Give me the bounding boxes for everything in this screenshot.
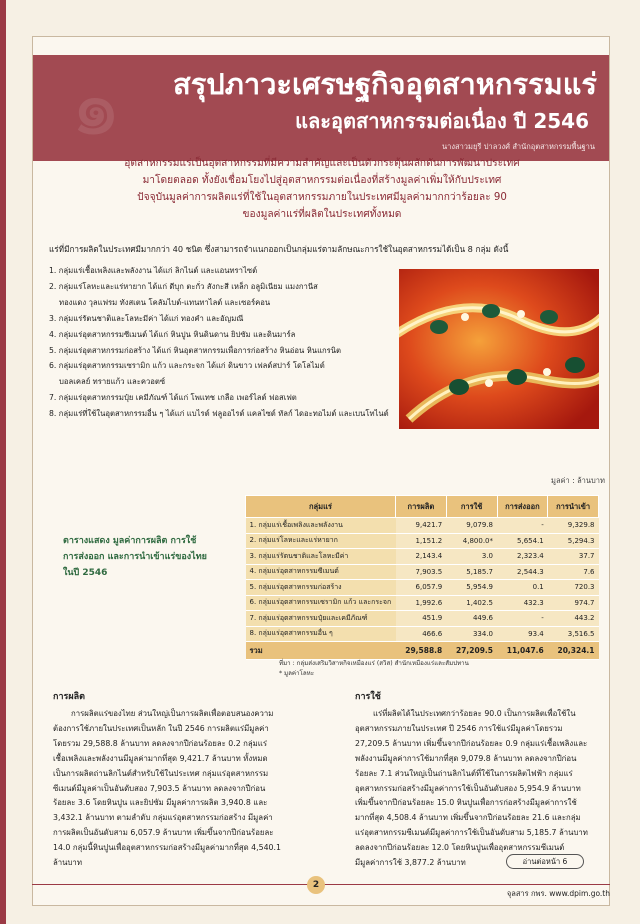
text-line: ซีเมนต์มีมูลค่าเป็นอันดับสอง 7,903.5 ล้านบาท ลดลงจากปีก่อน [53,783,266,793]
source-note: ที่มา : กลุ่มส่งเสริมวิสาหกิจเหมืองแร่ (สวิส) สำนักเหมืองแร่และสัมปทาน [279,660,469,667]
column-header: กลุ่มแร่ [246,496,396,518]
export-value: 2,323.4 [497,549,548,565]
group-name: 1. กลุ่มแร่เชื้อเพลิงและพลังงาน [246,518,396,534]
text-line: 14.0 กลุ่มนี้หินปูนเพื่ออุตสาหกรรมก่อสร้างมีมูลค่ามากที่สุด 4,540.1 [53,843,281,853]
consumption-value: 334.0 [446,626,497,642]
column-header: การผลิต [396,496,447,518]
table-row [246,626,599,642]
column-header: การใช้ [446,496,497,518]
group-name: 6. กลุ่มแร่อุตสาหกรรมเซรามิก แก้ว และกระจก [246,595,396,611]
list-item: 8. กลุ่มแร่ที่ใช้ในอุตสาหกรรมอื่น ๆ ได้แก่ แบไรต์ ฟลูออไรต์ แคลไซต์ ทัลก์ ไดอะทอไมต์ และเบนโทไนต์ [49,409,389,419]
text-line: เป็นการผลิตถ่านลิกไนต์สำหรับใช้ในประเทศ กลุ่มแร่อุตสาหกรรม [53,768,269,778]
consumption-value: 5,185.7 [446,564,497,580]
total-consumption: 27,209.5 [446,642,497,660]
text-line: ร้อยละ 7.1 ส่วนใหญ่เป็นถ่านลิกไนต์ที่ใช้ในการผลิตไฟฟ้า กลุ่มแร่ [355,768,573,778]
group-name: 7. กลุ่มแร่อุตสาหกรรมปุ๋ยและเคมีภัณฑ์ [246,611,396,627]
lead-sentence: แร่ที่มีการผลิตในประเทศมีมากกว่า 40 ชนิด ซึ่งสามารถจำแนกออกเป็นกลุ่มแร่ตามลักษณะการใช้ในอุตสาหกรรมได้เป็น 8 กลุ่ม ดังนี้ [49,244,509,254]
intro-line: อุตสาหกรรมแร่เป็นอุตสาหกรรมที่มีความสำคัญและเป็นตัวกระตุ้นผลักดันการพัฒนาประเทศ [124,158,520,169]
import-value: 9,329.8 [548,518,599,534]
list-item: 2. กลุ่มแร่โลหะและแร่หายาก ได้แก่ ดีบุก ตะกั่ว สังกะสี เหล็ก อลูมิเนียม แมงกานีส [49,281,318,291]
banner-watermark: ๑ [70,60,122,153]
author-line: นางสาวมยุรี ปาลวงศ์ สำนักอุตสาหกรรมพื้นฐาน [442,142,595,151]
text-line: อุตสาหกรรมก่อสร้างมีมูลค่าการใช้เป็นอันดับสอง 5,954.9 ล้านบาท [355,783,581,793]
page-title: สรุปภาวะเศรษฐกิจอุตสาหกรรมแร่ [173,67,597,101]
consumption-value: 5,954.9 [446,580,497,596]
table-row [246,595,599,611]
total-import: 20,324.1 [548,642,599,660]
table-row [246,518,599,534]
total-production: 29,588.8 [396,642,447,660]
text-line: มีมูลค่าการใช้ 3,877.2 ล้านบาท [355,858,466,868]
text-line: 27,209.5 ล้านบาท เพิ่มขึ้นจากปีก่อนร้อยละ 0.9 กลุ่มแร่เชื้อเพลิงและ [355,738,588,748]
production-value: 9,421.7 [396,518,447,534]
list-item: 4. กลุ่มแร่อุตสาหกรรมซีเมนต์ ได้แก่ หินปูน หินดินดาน ยิปซัม และดินมาร์ล [49,329,296,339]
production-value: 466.6 [396,626,447,642]
jewelry-illustration [399,269,599,429]
production-value: 1,992.6 [396,595,447,611]
caption-line: การส่งออก และการนำเข้าแร่ของไทย [63,552,207,562]
export-value: - [497,611,548,627]
intro-line: มาโดยตลอด ทั้งยังเชื่อมโยงไปสู่อุตสาหกรรมต่อเนื่องที่สร้างมูลค่าเพิ่มให้กับประเทศ [142,175,502,186]
text-line: แร่อุตสาหกรรมซีเมนต์มีมูลค่าการใช้เป็นอันดับสาม 5,185.7 ล้านบาท [355,828,588,838]
export-value: 432.3 [497,595,548,611]
import-value: 5,294.3 [548,533,599,549]
table-notes [279,659,469,679]
list-item: 7. กลุ่มแร่อุตสาหกรรมปุ๋ย เคมีภัณฑ์ ได้แก่ โพแทช เกลือ เพอร์ไลต์ ฟอสเฟต [49,393,297,403]
title-banner [33,55,609,161]
total-export: 11,047.6 [497,642,548,660]
export-value: 93.4 [497,626,548,642]
page-subtitle: และอุตสาหกรรมต่อเนื่อง ปี 2546 [295,109,589,133]
import-value: 37.7 [548,549,599,565]
gemstone-jewelry-photo [399,269,599,429]
table-row [246,611,599,627]
footer-url[interactable]: จุลสาร กพร. www.dpim.go.th [506,889,610,898]
consumption-value: 1,402.5 [446,595,497,611]
list-item: ทองแดง วุลแฟรม ทังสเตน โคลัมไบต์-แทนทาไลต์ และเซอร์คอน [59,297,271,307]
consumption-section-title: การใช้ [355,692,381,702]
consumption-text [355,707,629,871]
production-value: 451.9 [396,611,447,627]
export-value: 0.1 [497,580,548,596]
caption-line: ในปี 2546 [63,568,108,578]
page-frame [32,36,610,906]
group-name: 2. กลุ่มแร่โลหะและแร่หายาก [246,533,396,549]
text-line: การผลิตเป็นอันดับสาม 6,057.9 ล้านบาท เพิ่มขึ้นจากปีก่อนร้อยละ [53,828,274,838]
text-line: พลังงานมีมูลค่าการใช้มากที่สุด 9,079.8 ล้านบาท ลดลงจากปีก่อน [355,753,577,763]
list-item: 6. กลุ่มแร่อุตสาหกรรมเซรามิก แก้ว และกระจก ได้แก่ ดินขาว เฟลด์สปาร์ โดโลไมต์ [49,361,325,371]
text-line: ร้อยละ 3.6 โดยหินปูน และยิปซัม มีมูลค่าการผลิต 3,940.8 และ [53,798,268,808]
column-header: การนำเข้า [548,496,599,518]
production-value: 7,903.5 [396,564,447,580]
text-line: อุตสาหกรรมภายในประเทศ ปี 2546 การใช้แร่มีมูลค่าโดยรวม [355,723,563,733]
table-row [246,580,599,596]
consumption-value: 449.6 [446,611,497,627]
column-header: การส่งออก [497,496,548,518]
left-accent-bar [0,0,6,924]
footnote: * มูลค่าโลหะ [279,670,315,677]
mineral-value-table [245,495,599,660]
text-line: การผลิตแร่ของไทย ส่วนใหญ่เป็นการผลิตเพื่อตอบสนองความ [71,709,274,718]
export-value: 5,654.1 [497,533,548,549]
unit-label: มูลค่า : ล้านบาท [551,476,605,485]
consumption-value: 3.0 [446,549,497,565]
total-label: รวม [246,642,396,660]
text-line: มากที่สุด 4,508.4 ล้านบาท เพิ่มขึ้นจากปีก่อนร้อยละ 21.6 และกลุ่ม [355,813,581,823]
table-caption [63,533,259,581]
list-item: บอลเคลย์ ทรายแก้ว และควอตซ์ [59,377,166,387]
production-value: 2,143.4 [396,549,447,565]
page-number: 2 [307,876,325,894]
import-value: 443.2 [548,611,599,627]
import-value: 3,516.5 [548,626,599,642]
mineral-group-list [49,263,459,422]
table-header-row [246,496,599,518]
group-name: 3. กลุ่มแร่รัตนชาติและโลหะมีค่า [246,549,396,565]
group-name: 8. กลุ่มแร่อุตสาหกรรมอื่น ๆ [246,626,396,642]
text-line: เพิ่มขึ้นจากปีก่อนร้อยละ 15.0 หินปูนเพื่อการก่อสร้างมีมูลค่าการใช้ [355,798,577,808]
text-line: แร่ที่ผลิตได้ในประเทศกว่าร้อยละ 90.0 เป็นการผลิตเพื่อใช้ใน [373,709,576,718]
intro-line: ของมูลค่าแร่ที่ผลิตในประเทศทั้งหมด [242,209,402,220]
table-row [246,533,599,549]
page-footer [0,876,640,906]
intro-line: ปัจจุบันมูลค่าการผลิตแร่ที่ใช้ในอุตสาหกรรมภายในประเทศมีมูลค่ามากกว่าร้อยละ 90 [137,192,507,203]
production-section-title: การผลิต [53,692,85,702]
text-line: ลดลงจากปีก่อนร้อยละ 12.0 โดยหินปูนเพื่ออุตสาหกรรมซีเมนต์ [355,843,565,853]
production-text [53,707,323,871]
consumption-value: 4,800.0* [446,533,497,549]
text-line: 3,432.1 ล้านบาท ตามลำดับ กลุ่มแร่อุตสาหกรรมก่อสร้าง มีมูลค่า [53,813,273,823]
production-value: 1,151.2 [396,533,447,549]
production-value: 6,057.9 [396,580,447,596]
table-row [246,549,599,565]
list-item: 1. กลุ่มแร่เชื้อเพลิงและพลังงาน ได้แก่ ลิกไนต์ และแอนทราไซต์ [49,266,258,275]
text-line: โดยรวม 29,588.8 ล้านบาท ลดลงจากปีก่อนร้อยละ 0.2 กลุ่มแร่ [53,738,268,748]
list-item: 3. กลุ่มแร่รัตนชาติและโลหะมีค่า ได้แก่ ทองคำ และอัญมณี [49,313,244,323]
import-value: 974.7 [548,595,599,611]
table-row [246,564,599,580]
caption-line: ตารางแสดง มูลค่าการผลิต การใช้ [63,536,197,546]
group-name: 5. กลุ่มแร่อุตสาหกรรมก่อสร้าง [246,580,396,596]
intro-paragraph [55,155,589,223]
export-value: 2,544.3 [497,564,548,580]
text-line: ต้องการใช้ภายในประเทศเป็นหลัก ในปี 2546 การผลิตแร่มีมูลค่า [53,723,269,733]
text-line: ล้านบาท [53,858,82,868]
export-value: - [497,518,548,534]
group-name: 4. กลุ่มแร่อุตสาหกรรมซีเมนต์ [246,564,396,580]
import-value: 720.3 [548,580,599,596]
consumption-value: 9,079.8 [446,518,497,534]
list-item: 5. กลุ่มแร่อุตสาหกรรมก่อสร้าง ได้แก่ หินอุตสาหกรรมเพื่อการก่อสร้าง หินอ่อน หินแกรนิต [49,345,342,355]
text-line: เชื้อเพลิงและพลังงานมีมูลค่ามากที่สุด 9,421.7 ล้านบาท ทั้งหมด [53,753,268,763]
import-value: 7.6 [548,564,599,580]
table-total-row [246,642,599,660]
continued-on-page-link[interactable]: อ่านต่อหน้า 6 [506,854,584,869]
